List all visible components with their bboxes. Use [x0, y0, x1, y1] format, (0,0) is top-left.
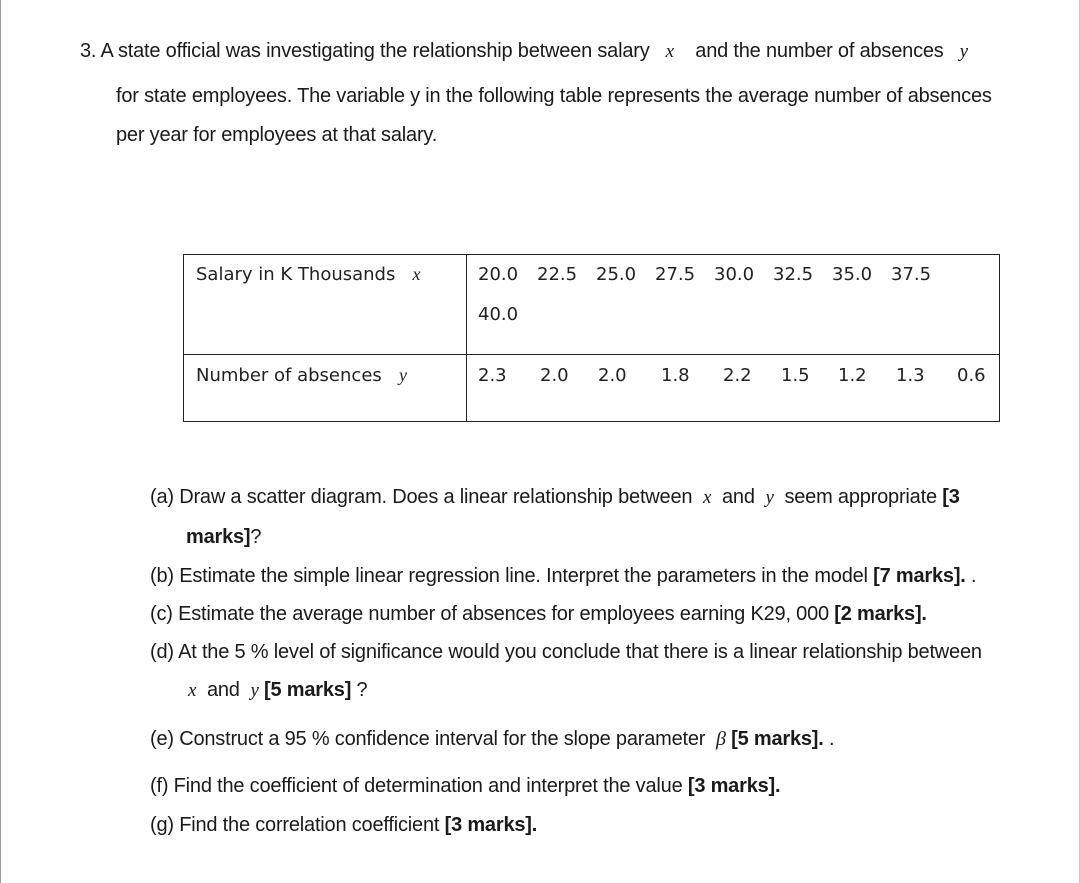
- table-row1-label: Salary in K Thousands x: [196, 264, 421, 285]
- absence-value: 1.5: [781, 365, 810, 386]
- table-variable-y: y: [398, 365, 407, 385]
- part-g: (g) Find the correlation coefficient [3 marks].: [150, 814, 538, 836]
- salary-value: 37.5: [891, 264, 932, 285]
- part-a-variable-y: y: [765, 487, 774, 508]
- part-c: (c) Estimate the average number of absences for employees earning K29, 000 [2 marks].: [150, 603, 927, 625]
- part-a-line-1: (a) Draw a scatter diagram. Does a linear relationship between x and y seem appropriate [3: [150, 486, 960, 508]
- part-b-marks: [7 marks].: [873, 565, 966, 587]
- part-d-variable-y: y: [250, 680, 259, 701]
- table-row2-label: Number of absences y: [196, 365, 407, 386]
- table-variable-x: x: [412, 264, 421, 284]
- part-e: (e) Construct a 95 % confidence interval for the slope parameter β [5 marks]. .: [150, 728, 835, 750]
- salary-value: 40.0: [478, 304, 519, 325]
- question-line-3: per year for employees at that salary.: [116, 124, 438, 146]
- part-f-marks: [3 marks].: [687, 775, 781, 797]
- part-a-marks-start: [3: [942, 486, 960, 508]
- part-d-line-2: x and y [5 marks] ?: [188, 679, 368, 701]
- part-a-marks-end: marks]: [186, 526, 251, 548]
- part-c-marks: [2 marks].: [834, 603, 927, 625]
- table-column-divider: [466, 255, 467, 421]
- question-intro-part2: and the number of absences: [695, 40, 944, 62]
- absence-value: 2.0: [540, 365, 569, 386]
- part-b: (b) Estimate the simple linear regression line. Interpret the parameters in the model [7 marks]. .: [150, 565, 977, 587]
- salary-value: 25.0: [596, 264, 637, 285]
- beta-symbol: β: [716, 728, 726, 750]
- absence-value: 0.6: [957, 365, 986, 386]
- part-d-marks: [5 marks]: [264, 679, 352, 701]
- question-line-1: [80, 40, 968, 63]
- absence-value: 2.3: [478, 365, 507, 386]
- absence-value: 1.2: [838, 365, 867, 386]
- question-number: 3.: [80, 40, 97, 62]
- part-e-marks: [5 marks].: [731, 728, 824, 750]
- table-row-divider: [184, 354, 999, 355]
- question-line-2: for state employees. The variable y in the following table represents the average number of absences: [116, 85, 992, 107]
- salary-value: 20.0: [478, 264, 519, 285]
- part-f: (f) Find the coefficient of determination and interpret the value [3 marks].: [150, 775, 781, 797]
- page-left-edge: [0, 0, 1, 883]
- absence-value: 1.8: [661, 365, 690, 386]
- salary-value: 35.0: [832, 264, 873, 285]
- salary-value: 22.5: [537, 264, 578, 285]
- salary-value: 32.5: [773, 264, 814, 285]
- absence-value: 2.2: [723, 365, 752, 386]
- part-a-line-2: marks]?: [186, 526, 262, 548]
- salary-value: 30.0: [714, 264, 755, 285]
- question-intro-part1: A state official was investigating the relationship between salary: [100, 40, 650, 62]
- part-a-variable-x: x: [703, 487, 712, 508]
- absence-value: 2.0: [598, 365, 627, 386]
- part-g-marks: [3 marks].: [444, 814, 538, 836]
- variable-x: x: [665, 41, 674, 62]
- data-table: [183, 254, 1000, 422]
- variable-y: y: [959, 41, 968, 62]
- absence-value: 1.3: [896, 365, 925, 386]
- part-d-variable-x: x: [188, 680, 197, 701]
- salary-value: 27.5: [655, 264, 696, 285]
- part-d-line-1: (d) At the 5 % level of significance would you conclude that there is a linear relationship between: [150, 641, 982, 663]
